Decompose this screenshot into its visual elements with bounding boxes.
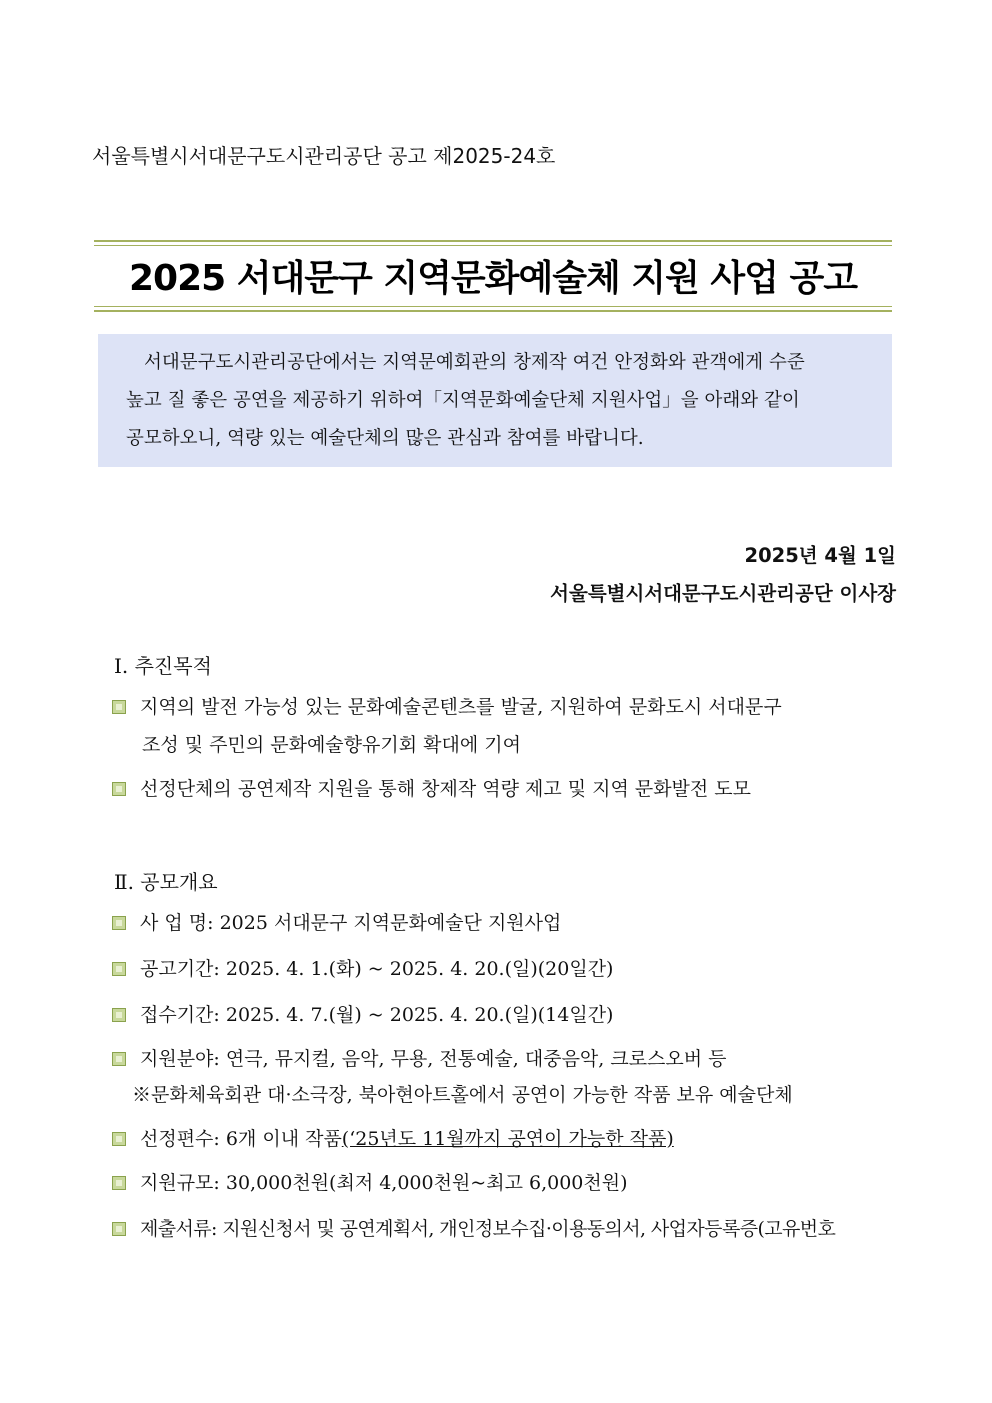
bullet-square-icon <box>112 1176 126 1190</box>
bullet-square-icon <box>112 1222 126 1236</box>
bullet-square-icon <box>112 782 126 796</box>
intro-line-3: 공모하오니, 역량 있는 예술단체의 많은 관심과 참여를 바랍니다. <box>126 428 644 449</box>
bullet-square-icon <box>112 916 126 930</box>
title-rule-top <box>94 240 892 246</box>
bullet-square-icon <box>112 962 126 976</box>
venue-note: ※문화체육회관 대·소극장, 북아현아트홀에서 공연이 가능한 작품 보유 예술단체 <box>132 1084 793 1106</box>
list-item: 제출서류: 지원신청서 및 공연계획서, 개인정보수집·이용동의서, 사업자등록증(고유번호 <box>110 1210 900 1248</box>
notice-date: 2025년 4월 1일 <box>744 544 896 567</box>
title-rule-bottom <box>94 306 892 312</box>
notice-number: 서울특별시서대문구도시관리공단 공고 제2025-24호 <box>92 144 556 168</box>
list-item: 지역의 발전 가능성 있는 문화예술콘텐츠를 발굴, 지원하여 문화도시 서대문구 조성 및 주민의 문화예술향유기회 확대에 기여 <box>110 688 900 764</box>
intro-line-1: 서대문구도시관리공단에서는 지역문예회관의 창제작 여건 안정화와 관객에게 수준 <box>144 352 805 373</box>
section-heading-overview: Ⅱ. 공모개요 <box>114 870 218 894</box>
list-item: 접수기간: 2025. 4. 7.(월) ~ 2025. 4. 20.(일)(14일간) <box>110 996 900 1034</box>
bullet-square-icon <box>112 1052 126 1066</box>
intro-line-2: 높고 질 좋은 공연을 제공하기 위하여「지역문화예술단체 지원사업」을 아래와 같이 <box>126 390 800 411</box>
list-item: 지원분야: 연극, 뮤지컬, 음악, 무용, 전통예술, 대중음악, 크로스오버 등 <box>110 1040 900 1078</box>
issuer: 서울특별시서대문구도시관리공단 이사장 <box>550 582 896 605</box>
document-title: 2025 서대문구 지역문화예술체 지원 사업 공고 <box>128 258 858 299</box>
bullet-square-icon <box>112 1008 126 1022</box>
bullet-square-icon <box>112 1132 126 1146</box>
list-item: 선정단체의 공연제작 지원을 통해 창제작 역량 제고 및 지역 문화발전 도모 <box>110 770 900 808</box>
list-item: 사 업 명: 2025 서대문구 지역문화예술단 지원사업 <box>110 904 900 942</box>
intro-box <box>98 334 892 467</box>
section-heading-purpose: Ⅰ. 추진목적 <box>114 654 212 678</box>
list-item: 선정편수: 6개 이내 작품(‘25년도 11월까지 공연이 가능한 작품) <box>110 1120 900 1158</box>
bullet-square-icon <box>112 700 126 714</box>
list-item: 공고기간: 2025. 4. 1.(화) ~ 2025. 4. 20.(일)(20일간) <box>110 950 900 988</box>
list-item: 지원규모: 30,000천원(최저 4,000천원~최고 6,000천원) <box>110 1164 900 1202</box>
